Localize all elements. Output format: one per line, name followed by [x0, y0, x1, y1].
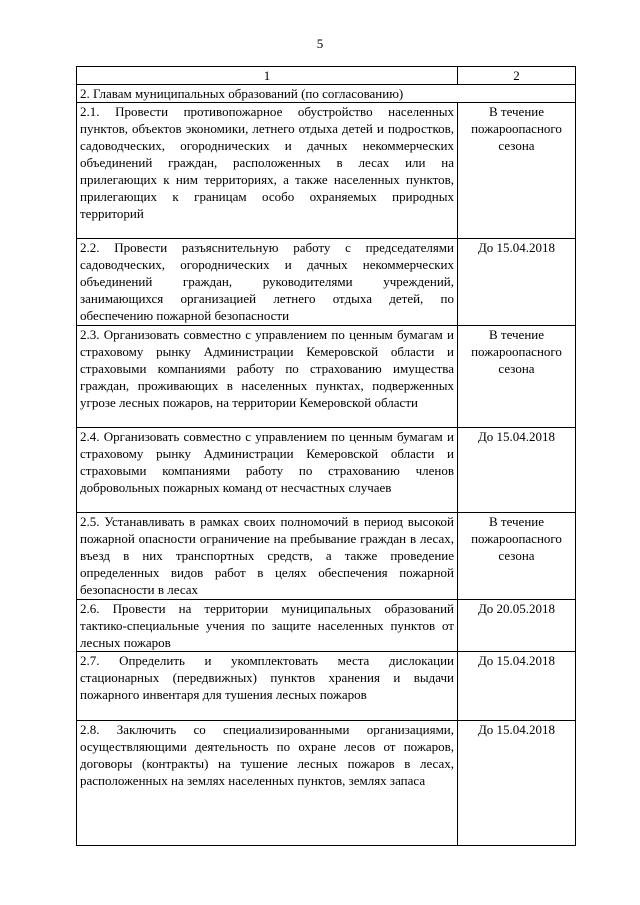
- term-cell: До 20.05.2018: [458, 600, 576, 652]
- term-cell: До 15.04.2018: [458, 428, 576, 513]
- term-cell: В течение пожароопасного сезона: [458, 326, 576, 428]
- table-row: [77, 721, 576, 846]
- table-row: [77, 652, 576, 721]
- table-header-row: [77, 67, 576, 85]
- task-cell: 2.8. Заключить со специализированными организациями, осуществляющими деятельность по охране лесов от пожаров, договоры (контракты) на тушение лесных пожаров в лесах, расположенных на землях населенных пунктов, землях запаса: [77, 721, 458, 846]
- term-cell: До 15.04.2018: [458, 652, 576, 721]
- task-cell: 2.5. Устанавливать в рамках своих полномочий в период высокой пожарной опасности ограничение на пребывание граждан в лесах, въезд в них транспортных средств, а также проведение определенных видов работ в целях обеспечения пожарной безопасности в лесах: [77, 513, 458, 600]
- table-row: [77, 239, 576, 326]
- table-row: [77, 513, 576, 600]
- column-header-1: 1: [77, 67, 458, 85]
- term-cell: До 15.04.2018: [458, 239, 576, 326]
- term-cell: В течение пожароопасного сезона: [458, 513, 576, 600]
- task-cell: 2.3. Организовать совместно с управлением по ценным бумагам и страховому рынку Администрации Кемеровской области и страховыми компаниями работу по страхованию имущества граждан, проживающих в населенных пунктах, подверженных угрозе лесных пожаров, на территории Кемеровской области: [77, 326, 458, 428]
- task-cell: 2.6. Провести на территории муниципальных образований тактико-специальные учения по защите населенных пунктов от лесных пожаров: [77, 600, 458, 652]
- measures-table: [76, 66, 576, 846]
- term-cell: В течение пожароопасного сезона: [458, 103, 576, 239]
- table-row: [77, 103, 576, 239]
- table-row: [77, 600, 576, 652]
- table-row: [77, 326, 576, 428]
- page-number: 5: [316, 36, 324, 51]
- task-cell: 2.2. Провести разъяснительную работу с председателями садоводческих, огороднических и дачных некоммерческих объединений граждан, руководителями учреждений, занимающихся организацией летнего отдыха детей, по обеспечению пожарной безопасности: [77, 239, 458, 326]
- section-row: [77, 85, 576, 103]
- task-cell: 2.7. Определить и укомплектовать места дислокации стационарных (передвижных) пунктов хранения и выдачи пожарного инвентаря для тушения лесных пожаров: [77, 652, 458, 721]
- section-title: 2. Главам муниципальных образований (по согласованию): [77, 85, 576, 103]
- table-row: [77, 428, 576, 513]
- task-cell: 2.1. Провести противопожарное обустройство населенных пунктов, объектов экономики, летнего отдыха детей и подростков, садоводческих, огороднических и дачных некоммерческих объединений граждан, расположенных в лесах или на прилегающих к ним территориях, а также населенных пунктов, прилегающих к границам особо охраняемых природных территорий: [77, 103, 458, 239]
- column-header-2: 2: [458, 67, 576, 85]
- term-cell: До 15.04.2018: [458, 721, 576, 846]
- task-cell: 2.4. Организовать совместно с управлением по ценным бумагам и страховому рынку Администрации Кемеровской области и страховыми компаниями работу по страхованию членов добровольных пожарных команд от несчастных случаев: [77, 428, 458, 513]
